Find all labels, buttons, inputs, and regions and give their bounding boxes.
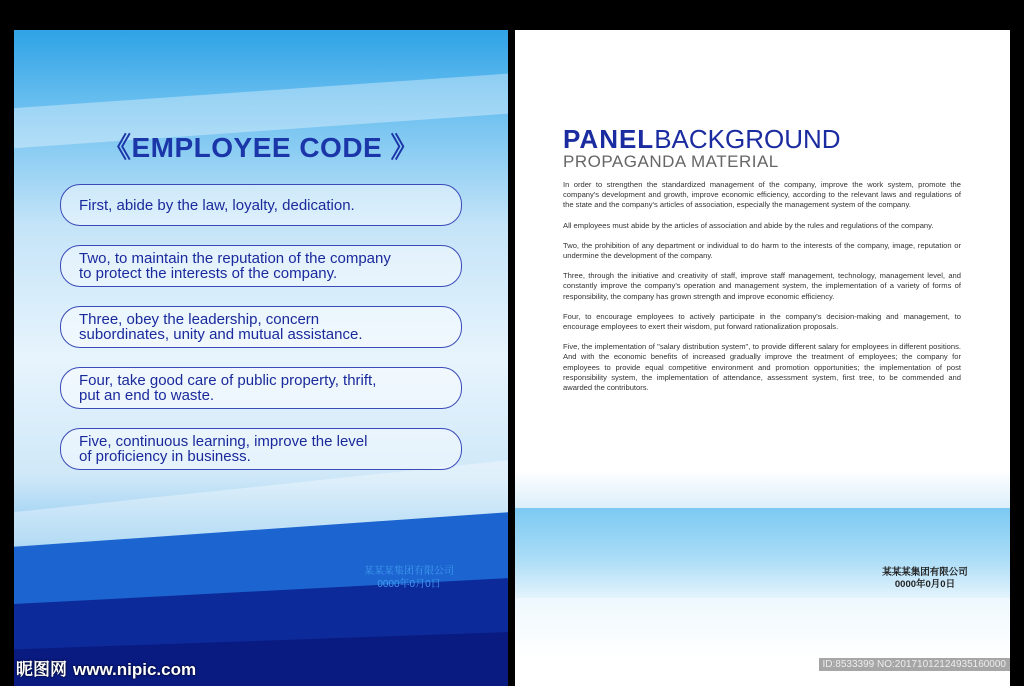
code-item <box>60 306 462 348</box>
code-item-line: of proficiency in business. <box>79 448 251 465</box>
body-text <box>563 180 961 403</box>
paragraph: In order to strengthen the standardized management of the company, improve the work system, promote the company's development and growth, improve economic efficiency, according to the relevant laws and regulations of the state and the company's articles of association, especially the management system of the company. <box>563 180 961 210</box>
watermark-site: www.nipic.com <box>73 660 197 679</box>
blue-band <box>515 598 1010 658</box>
company-name: 某某某集团有限公司 <box>882 567 968 578</box>
code-item-line: Two, to maintain the reputation of the company <box>79 250 391 267</box>
paragraph: Two, the prohibition of any department or individual to do harm to the interests of the company, image, reputation or undermine the development of the company. <box>563 240 961 261</box>
paragraph: Four, to encourage employees to actively participate in the company's decision-making and management, to encourage employees to exert their wisdom, put forward rationalization proposals. <box>563 311 961 332</box>
company-name: 某某某集团有限公司 <box>364 566 454 577</box>
blue-band <box>515 470 1010 510</box>
panel-background-page <box>515 30 1010 686</box>
company-signature <box>314 565 504 591</box>
watermark-logo: 昵图网 <box>16 660 67 679</box>
company-date: 0000年0月0日 <box>894 579 956 590</box>
code-item-line: Three, obey the leadership, concern <box>79 311 320 328</box>
employee-code-title: 《EMPLOYEE CODE 》 <box>102 132 420 163</box>
code-item-line: First, abide by the law, loyalty, dedication. <box>79 196 355 214</box>
code-item <box>60 428 462 470</box>
paragraph: All employees must abide by the articles of association and abide by the rules and regulations of the company. <box>563 220 934 230</box>
code-item-line: Five, continuous learning, improve the level <box>79 433 368 450</box>
company-date: 0000年0月0日 <box>377 579 441 590</box>
code-item-line: to protect the interests of the company. <box>79 265 338 282</box>
site-watermark <box>16 655 196 680</box>
code-item-line: subordinates, unity and mutual assistance. <box>79 326 363 343</box>
page-heading <box>563 124 841 154</box>
heading-bold: PANEL <box>563 124 655 154</box>
code-item <box>60 245 462 287</box>
paragraph: Five, the implementation of "salary distribution system", to provide different salary for employees in different positions. And with the economic benefits of increased gradually improve the treatment of employees; the company for employees to provide equal competitive environment and promotion opportunities; the implementation of post responsibility system, the implementation of attendance, assessment system, first tree, to be commended and awarded the contributors. <box>563 342 961 393</box>
page-subheading: PROPAGANDA MATERIAL <box>563 152 779 171</box>
code-item <box>60 184 462 226</box>
code-item-line: put an end to waste. <box>79 387 215 404</box>
code-item-line: Four, take good care of public property, thrift, <box>79 372 377 389</box>
company-signature <box>855 567 995 591</box>
image-id-label: ID:8533399 NO:20171012124935160000 <box>819 658 1011 671</box>
heading-rest: BACKGROUND <box>654 124 841 154</box>
code-item <box>60 367 462 409</box>
employee-code-panel <box>14 30 508 686</box>
paragraph: Three, through the initiative and creativity of staff, improve staff management, technology, management level, and constantly improve the company's operation and management system, the implementation of a variety of forms of responsibility, the company has grown strength and improve economic efficiency. <box>563 271 961 301</box>
